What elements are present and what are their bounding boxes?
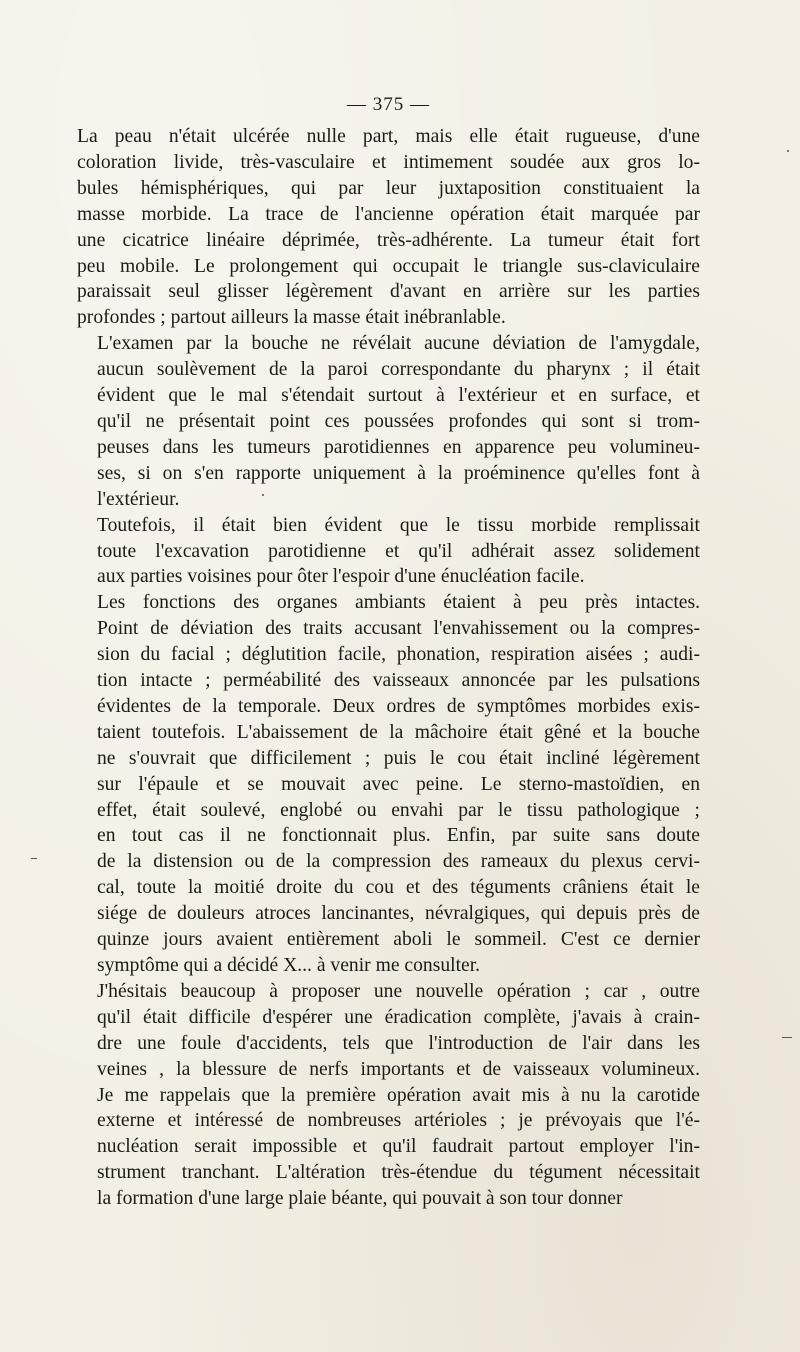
text-line: peuses dans les tumeurs parotidiennes en apparence peu volumineu-	[97, 436, 700, 458]
text-line: Je me rappelais que la première opération avait mis à nu la carotide	[97, 1084, 700, 1106]
text-line: en tout cas il ne fonctionnait plus. Enfin, par suite sans doute	[97, 825, 700, 847]
paragraph-5	[77, 979, 700, 1212]
text-line: paraissait seul glisser légèrement d'avant en arrière sur les parties	[77, 281, 700, 303]
text-line: nucléation serait impossible et qu'il faudrait partout employer l'in-	[97, 1136, 700, 1158]
text-line: quinze jours avaient entièrement aboli le sommeil. C'est ce dernier	[97, 929, 700, 951]
text-line: aucun soulèvement de la paroi correspondante du pharynx ; il était	[97, 359, 700, 381]
text-line: effet, était soulevé, englobé ou envahi par le tissu pathologique ;	[97, 799, 700, 821]
text-line: L'examen par la bouche ne révélait aucune déviation de l'amygdale,	[97, 333, 700, 355]
text-line: profondes ; partout ailleurs la masse était inébranlable.	[77, 307, 506, 329]
text-line: veines , la blessure de nerfs importants et de vaisseaux volumineux.	[97, 1058, 700, 1080]
text-line: masse morbide. La trace de l'ancienne opération était marquée par	[77, 203, 700, 225]
text-line: Point de déviation des traits accusant l'envahissement ou la compres-	[97, 618, 700, 640]
text-line: strument tranchant. L'altération très-étendue du tégument nécessitait	[97, 1162, 700, 1184]
text-line: évidentes de la temporale. Deux ordres de symptômes morbides exis-	[97, 695, 700, 717]
text-line: bules hémisphériques, qui par leur juxtaposition constituaient la	[77, 177, 700, 199]
text-line: Toutefois, il était bien évident que le tissu morbide remplissait	[97, 514, 700, 536]
page-number: — 375 —	[347, 94, 430, 115]
text-line: ses, si on s'en rapporte uniquement à la proéminence qu'elles font à	[97, 462, 700, 484]
text-line: symptôme qui a décidé X... à venir me consulter.	[97, 955, 481, 976]
text-line: toute l'excavation parotidienne et qu'il adhérait assez solidement	[97, 540, 700, 562]
paragraph-3	[77, 513, 700, 591]
text-line: qu'il ne présentait point ces poussées profondes qui sont si trom-	[97, 410, 700, 432]
text-line: une cicatrice linéaire déprimée, très-adhérente. La tumeur était fort	[77, 229, 700, 251]
text-line: dre une foule d'accidents, tels que l'introduction de l'air dans les	[97, 1032, 700, 1054]
text-line: Les fonctions des organes ambiants étaient à peu près intactes.	[97, 592, 700, 614]
paragraph-4	[77, 590, 700, 979]
paragraph-2	[77, 331, 700, 512]
text-line: évident que le mal s'étendait surtout à l'extérieur et en surface, et	[97, 385, 700, 407]
text-line: sur l'épaule et se mouvait avec peine. Le sterno-mastoïdien, en	[97, 773, 700, 795]
text-line: cal, toute la moitié droite du cou et des téguments crâniens était le	[97, 877, 700, 899]
text-line: l'extérieur.	[97, 488, 180, 510]
paragraph-1	[77, 124, 700, 331]
paper-speck	[787, 150, 789, 152]
paper-speck	[31, 858, 37, 859]
text-line: siége de douleurs atroces lancinantes, névralgiques, qui depuis près de	[97, 903, 700, 925]
text-line: sion du facial ; déglutition facile, phonation, respiration aisées ; audi-	[97, 644, 700, 666]
page-text-body	[77, 124, 700, 1212]
text-line: coloration livide, très-vasculaire et intimement soudée aux gros lo-	[77, 151, 700, 173]
text-line: aux parties voisines pour ôter l'espoir d'une énucléation facile.	[97, 566, 585, 588]
text-line: la formation d'une large plaie béante, qui pouvait à son tour donner	[97, 1188, 623, 1210]
text-line: taient toutefois. L'abaissement de la mâchoire était gêné et la bouche	[97, 721, 700, 743]
text-line: J'hésitais beaucoup à proposer une nouvelle opération ; car , outre	[97, 980, 700, 1002]
text-line: La peau n'était ulcérée nulle part, mais elle était rugueuse, d'une	[77, 126, 700, 147]
text-line: tion intacte ; perméabilité des vaisseaux annoncée par les pulsations	[97, 670, 700, 692]
text-line: qu'il était difficile d'espérer une éradication complète, j'avais à crain-	[97, 1006, 700, 1028]
text-line: externe et intéressé de nombreuses artérioles ; je prévoyais que l'é-	[97, 1110, 700, 1132]
text-line: de la distension ou de la compression des rameaux du plexus cervi-	[97, 851, 700, 873]
paper-speck	[262, 494, 264, 496]
paper-speck	[782, 1037, 792, 1038]
text-line: peu mobile. Le prolongement qui occupait le triangle sus-claviculaire	[77, 255, 700, 277]
text-line: ne s'ouvrait que difficilement ; puis le cou était incliné légèrement	[97, 747, 700, 769]
